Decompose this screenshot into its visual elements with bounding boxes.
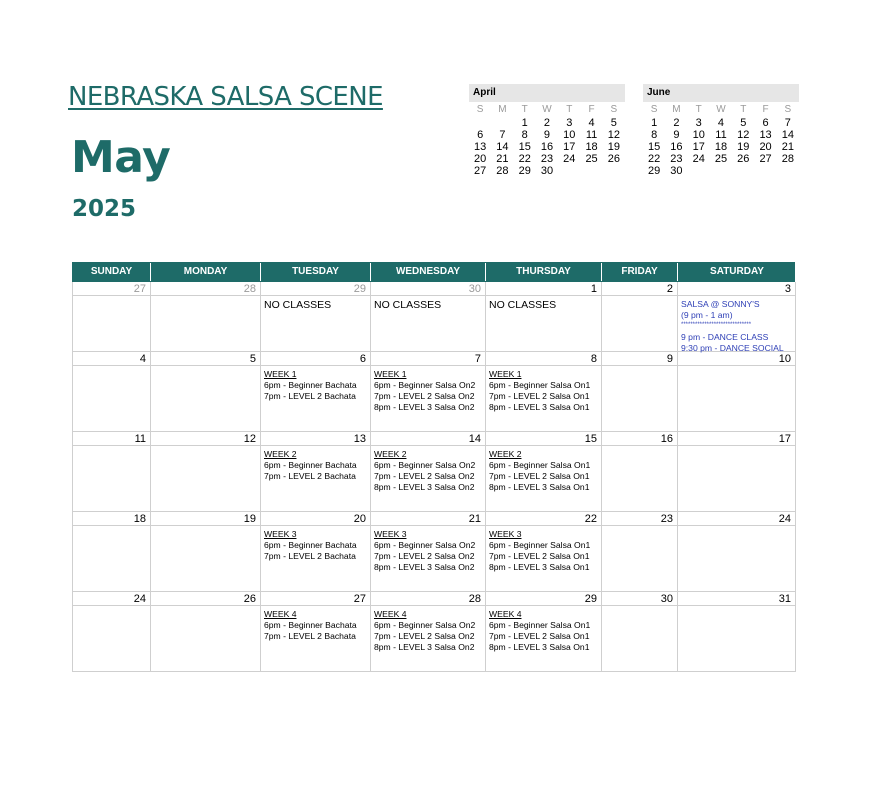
day-number: 21 (371, 512, 485, 526)
mini-calendar-day: 21 (781, 141, 794, 153)
mini-calendar-dow: S (610, 104, 618, 115)
class-line: 7pm - LEVEL 2 Salsa On2 (374, 391, 475, 401)
weekday-wednesday: WEDNESDAY (371, 263, 486, 281)
mini-calendar-day: 19 (607, 141, 620, 153)
day-number: 24 (73, 592, 150, 606)
mini-calendar-day (732, 165, 754, 177)
mini-calendar-day: 27 (759, 153, 772, 165)
mini-calendar-week (643, 153, 799, 165)
class-line: 6pm - Beginner Salsa On1 (489, 540, 591, 550)
day-cell[interactable] (678, 352, 796, 432)
day-number: 31 (678, 592, 795, 606)
day-number: 4 (73, 352, 150, 366)
day-number: 26 (151, 592, 260, 606)
mini-calendar-month-label: June (643, 84, 799, 102)
day-number: 14 (371, 432, 485, 446)
mini-calendar-day: 11 (585, 129, 598, 141)
calendar-week-row (72, 352, 795, 432)
mini-calendar-day: 4 (717, 117, 725, 129)
mini-calendar-day (777, 165, 799, 177)
mini-calendar-dow: M (498, 104, 507, 115)
day-events (151, 366, 260, 431)
mini-calendar-day: 8 (651, 129, 658, 141)
mini-calendar-day: 18 (714, 141, 728, 153)
day-cell[interactable] (151, 432, 261, 512)
day-events (486, 526, 601, 591)
day-number: 16 (602, 432, 677, 446)
week-label: WEEK 4 (374, 609, 407, 619)
mini-calendar-day: 23 (540, 153, 554, 165)
day-number: 28 (371, 592, 485, 606)
day-cell[interactable] (261, 592, 371, 672)
week-label: WEEK 2 (264, 449, 297, 459)
day-events (151, 296, 260, 351)
mini-calendar-day: 24 (563, 153, 576, 165)
mini-calendar-day: 25 (714, 153, 728, 165)
mini-calendar-dow: T (521, 104, 528, 115)
mini-calendar-day: 16 (540, 141, 554, 153)
mini-calendar-day: 19 (737, 141, 750, 153)
class-line: 7pm - LEVEL 2 Bachata (264, 391, 356, 401)
day-number: 18 (73, 512, 150, 526)
day-number: 29 (486, 592, 601, 606)
weekday-header (72, 262, 795, 282)
weekday-tuesday: TUESDAY (261, 263, 371, 281)
mini-calendar-day (469, 117, 491, 129)
mini-calendar-june (643, 84, 799, 177)
mini-calendar-day: 29 (648, 165, 661, 177)
mini-calendar-dow: M (672, 104, 681, 115)
weekday-saturday: SATURDAY (710, 266, 764, 277)
day-events (261, 296, 370, 351)
day-cell[interactable] (486, 352, 602, 432)
day-cell[interactable] (73, 592, 151, 672)
day-events (371, 606, 485, 671)
mini-calendar-day: 7 (499, 129, 506, 141)
week-label: WEEK 4 (264, 609, 297, 619)
mini-calendar-day: 10 (692, 129, 705, 141)
mini-calendar-day: 14 (496, 141, 509, 153)
class-line: 7pm - LEVEL 2 Salsa On1 (489, 631, 590, 641)
day-cell[interactable] (151, 512, 261, 592)
class-line: 7pm - LEVEL 2 Salsa On2 (374, 551, 475, 561)
day-cell[interactable] (678, 512, 796, 592)
mini-calendar-day (710, 165, 732, 177)
mini-calendar-day: 11 (715, 129, 727, 141)
week-label: WEEK 1 (264, 369, 297, 379)
day-number: 8 (486, 352, 601, 366)
class-line: 6pm - Beginner Salsa On1 (489, 460, 591, 470)
no-classes-label: NO CLASSES (264, 299, 332, 311)
day-cell[interactable] (371, 352, 486, 432)
mini-calendar-day: 24 (692, 153, 705, 165)
day-events (486, 366, 601, 431)
class-line: 7pm - LEVEL 2 Salsa On2 (374, 631, 475, 641)
mini-calendar-dow: S (650, 104, 658, 115)
week-label: WEEK 3 (374, 529, 407, 539)
class-line: 6pm - Beginner Bachata (264, 540, 357, 550)
day-cell[interactable] (73, 512, 151, 592)
day-cell[interactable] (371, 512, 486, 592)
mini-calendar-week (469, 129, 625, 141)
mini-calendar-day: 6 (762, 117, 769, 129)
class-line: 8pm - LEVEL 3 Salsa On1 (489, 562, 590, 572)
class-line: 6pm - Beginner Bachata (264, 460, 357, 470)
event-line: 9 pm - DANCE CLASS (681, 332, 769, 342)
day-number: 17 (678, 432, 795, 446)
class-line: 8pm - LEVEL 3 Salsa On2 (374, 482, 475, 492)
mini-calendar-day: 6 (477, 129, 484, 141)
day-events (73, 606, 150, 671)
mini-calendar-day: 30 (540, 165, 554, 177)
day-cell[interactable] (151, 592, 261, 672)
mini-calendar-day: 23 (670, 153, 683, 165)
mini-calendar-day: 26 (737, 153, 750, 165)
day-events (602, 296, 677, 351)
calendar-week-row (72, 592, 795, 672)
weekday-thursday: THURSDAY (486, 263, 602, 281)
mini-calendar-day: 9 (673, 129, 680, 141)
no-classes-label: NO CLASSES (374, 299, 442, 311)
mini-calendar-day (491, 117, 513, 129)
mini-calendar-week (469, 117, 625, 129)
class-line: 6pm - Beginner Salsa On2 (374, 620, 476, 630)
day-cell[interactable] (678, 592, 796, 672)
mini-calendar-day: 5 (740, 117, 747, 129)
class-line: 8pm - LEVEL 3 Salsa On2 (374, 562, 475, 572)
mini-calendar-day: 2 (673, 117, 680, 129)
mini-calendar-day: 26 (607, 153, 620, 165)
week-label: WEEK 1 (374, 369, 407, 379)
day-events (678, 296, 795, 351)
day-cell[interactable] (602, 352, 678, 432)
day-cell[interactable] (151, 352, 261, 432)
day-events (678, 606, 795, 671)
week-label: WEEK 2 (374, 449, 407, 459)
day-events (371, 526, 485, 591)
day-events (678, 366, 795, 431)
mini-calendar-day: 13 (759, 129, 772, 141)
week-label: WEEK 4 (489, 609, 522, 619)
mini-calendar-dow-row (469, 102, 625, 117)
mini-calendar-day: 25 (585, 153, 598, 165)
mini-calendar-day (688, 165, 710, 177)
day-events (73, 446, 150, 511)
day-cell[interactable] (371, 432, 486, 512)
day-cell[interactable] (486, 592, 602, 672)
weekday-sunday: SUNDAY (73, 263, 151, 281)
day-cell[interactable] (678, 432, 796, 512)
no-classes-label: NO CLASSES (489, 299, 557, 311)
mini-calendar-week (469, 165, 625, 177)
day-number: 12 (151, 432, 260, 446)
day-events (73, 366, 150, 431)
mini-calendar-day: 22 (518, 153, 531, 165)
mini-calendar-day: 3 (695, 117, 702, 129)
mini-calendar-dow: T (695, 104, 702, 115)
day-events (371, 446, 485, 511)
mini-calendar-dow-row (643, 102, 799, 117)
mini-calendar-day: 17 (692, 141, 705, 153)
mini-calendar-day: 2 (543, 117, 551, 129)
mini-calendar-day: 13 (474, 141, 487, 153)
day-number: 23 (602, 512, 677, 526)
event-line: 9:30 pm - DANCE SOCIAL (681, 343, 784, 353)
day-cell[interactable] (602, 592, 678, 672)
day-cell[interactable] (73, 282, 151, 352)
calendar-week-row (72, 282, 795, 352)
mini-calendar-dow: T (566, 104, 573, 115)
mini-calendar-day: 18 (585, 141, 598, 153)
mini-calendar-day: 20 (759, 141, 772, 153)
mini-calendar-day (603, 165, 625, 177)
mini-calendar-day: 15 (648, 141, 661, 153)
mini-calendar-day (754, 165, 776, 177)
day-number: 3 (678, 282, 795, 296)
mini-calendar-april (469, 84, 625, 177)
day-number: 15 (486, 432, 601, 446)
class-line: 6pm - Beginner Salsa On2 (374, 540, 476, 550)
calendar-week-row (72, 432, 795, 512)
day-number: 20 (261, 512, 370, 526)
class-line: 8pm - LEVEL 3 Salsa On1 (489, 642, 590, 652)
day-events (602, 366, 677, 431)
day-cell[interactable] (678, 282, 796, 352)
class-line: 7pm - LEVEL 2 Bachata (264, 631, 356, 641)
class-line: 7pm - LEVEL 2 Salsa On1 (489, 551, 590, 561)
day-number: 2 (602, 282, 677, 296)
mini-calendar-day: 12 (737, 129, 750, 141)
mini-calendar-day: 3 (566, 117, 573, 129)
mini-calendar-day: 5 (610, 117, 617, 129)
day-number: 27 (73, 282, 150, 296)
day-number: 11 (73, 432, 150, 446)
day-events (602, 446, 677, 511)
mini-calendar-day: 30 (670, 165, 683, 177)
day-events (678, 526, 795, 591)
mini-calendar-day: 28 (496, 165, 509, 177)
day-cell[interactable] (261, 352, 371, 432)
class-line: 6pm - Beginner Salsa On2 (374, 460, 476, 470)
mini-calendar-day: 1 (651, 117, 658, 129)
mini-calendar-day: 21 (496, 153, 509, 165)
day-events (151, 446, 260, 511)
day-cell[interactable] (261, 512, 371, 592)
mini-calendar-week (469, 153, 625, 165)
day-events (261, 526, 370, 591)
class-line: 6pm - Beginner Salsa On1 (489, 620, 591, 630)
day-events (371, 296, 485, 351)
day-events (261, 446, 370, 511)
day-number: 10 (678, 352, 795, 366)
mini-calendar-day: 20 (474, 153, 487, 165)
mini-calendar-day: 12 (607, 129, 620, 141)
day-events (261, 606, 370, 671)
event-line: ****************************** (681, 322, 752, 328)
mini-calendar-day: 10 (563, 129, 576, 141)
mini-calendar-dow: W (542, 104, 552, 115)
mini-calendar-dow: T (740, 104, 747, 115)
weekday-monday: MONDAY (151, 263, 261, 281)
month-title: May (71, 132, 171, 183)
class-line: 6pm - Beginner Salsa On1 (489, 380, 591, 390)
mini-calendar-day: 14 (781, 129, 794, 141)
day-events (486, 296, 601, 351)
mini-calendar-day: 4 (588, 117, 595, 129)
mini-calendar-day: 27 (474, 165, 487, 177)
mini-calendar-day: 28 (781, 153, 794, 165)
day-cell[interactable] (602, 432, 678, 512)
day-cell[interactable] (261, 282, 371, 352)
day-cell[interactable] (73, 352, 151, 432)
mini-calendar-day: 1 (521, 117, 528, 129)
calendar-week-row (72, 512, 795, 592)
day-events (261, 366, 370, 431)
day-number: 28 (151, 282, 260, 296)
day-number: 30 (371, 282, 485, 296)
mini-calendar-day: 22 (648, 153, 661, 165)
mini-calendar-dow: F (762, 104, 769, 115)
day-events (151, 526, 260, 591)
mini-calendar-week (643, 117, 799, 129)
class-line: 8pm - LEVEL 3 Salsa On2 (374, 642, 475, 652)
day-number: 13 (261, 432, 370, 446)
event-line: (9 pm - 1 am) (681, 310, 733, 320)
day-number: 9 (602, 352, 677, 366)
day-events (151, 606, 260, 671)
day-number: 7 (371, 352, 485, 366)
day-number: 19 (151, 512, 260, 526)
day-events (486, 606, 601, 671)
day-number: 5 (151, 352, 260, 366)
mini-calendar-day: 29 (518, 165, 531, 177)
mini-calendar-day: 8 (521, 129, 528, 141)
day-events (678, 446, 795, 511)
mini-calendar-day: 9 (543, 129, 551, 141)
day-cell[interactable] (371, 592, 486, 672)
mini-calendar-day (580, 165, 602, 177)
day-events (486, 446, 601, 511)
class-line: 8pm - LEVEL 3 Salsa On1 (489, 482, 590, 492)
day-cell[interactable] (602, 512, 678, 592)
class-line: 6pm - Beginner Bachata (264, 380, 357, 390)
day-events (73, 526, 150, 591)
brand-title: NEBRASKA SALSA SCENE (68, 82, 383, 112)
mini-calendar-dow: S (476, 104, 484, 115)
event-line: SALSA @ SONNY'S (681, 299, 760, 309)
day-number: 1 (486, 282, 601, 296)
mini-calendar-week (643, 165, 799, 177)
month-calendar (72, 262, 795, 672)
week-label: WEEK 3 (489, 529, 522, 539)
day-number: 24 (678, 512, 795, 526)
day-cell[interactable] (486, 282, 602, 352)
mini-calendar-dow: F (588, 104, 595, 115)
mini-calendar-day: 7 (784, 117, 791, 129)
mini-calendar-week (643, 141, 799, 153)
day-events (602, 606, 677, 671)
year-title: 2025 (72, 196, 137, 222)
mini-calendar-day (558, 165, 580, 177)
day-cell[interactable] (602, 282, 678, 352)
weekday-friday: FRIDAY (602, 263, 678, 281)
mini-calendar-week (469, 141, 625, 153)
week-label: WEEK 3 (264, 529, 297, 539)
mini-calendar-week (643, 129, 799, 141)
week-label: WEEK 2 (489, 449, 522, 459)
day-cell[interactable] (371, 282, 486, 352)
class-line: 7pm - LEVEL 2 Salsa On2 (374, 471, 475, 481)
day-cell[interactable] (486, 432, 602, 512)
week-label: WEEK 1 (489, 369, 522, 379)
mini-calendar-dow: S (784, 104, 792, 115)
class-line: 7pm - LEVEL 2 Salsa On1 (489, 391, 590, 401)
mini-calendar-dow: W (716, 104, 726, 115)
calendar-weeks (72, 282, 795, 672)
class-line: 6pm - Beginner Salsa On2 (374, 380, 476, 390)
day-events (73, 296, 150, 351)
class-line: 6pm - Beginner Bachata (264, 620, 357, 630)
day-cell[interactable] (261, 432, 371, 512)
mini-calendar-day: 15 (518, 141, 531, 153)
day-number: 29 (261, 282, 370, 296)
day-cell[interactable] (151, 282, 261, 352)
day-number: 27 (261, 592, 370, 606)
day-number: 22 (486, 512, 601, 526)
day-cell[interactable] (486, 512, 602, 592)
mini-calendar-day: 17 (563, 141, 576, 153)
class-line: 7pm - LEVEL 2 Salsa On1 (489, 471, 590, 481)
day-events (371, 366, 485, 431)
day-number: 6 (261, 352, 370, 366)
class-line: 7pm - LEVEL 2 Bachata (264, 471, 356, 481)
day-events (602, 526, 677, 591)
mini-calendar-day: 16 (670, 141, 683, 153)
mini-calendar-month-label: April (469, 84, 625, 102)
class-line: 8pm - LEVEL 3 Salsa On1 (489, 402, 590, 412)
day-cell[interactable] (73, 432, 151, 512)
class-line: 7pm - LEVEL 2 Bachata (264, 551, 356, 561)
day-number: 30 (602, 592, 677, 606)
class-line: 8pm - LEVEL 3 Salsa On2 (374, 402, 475, 412)
